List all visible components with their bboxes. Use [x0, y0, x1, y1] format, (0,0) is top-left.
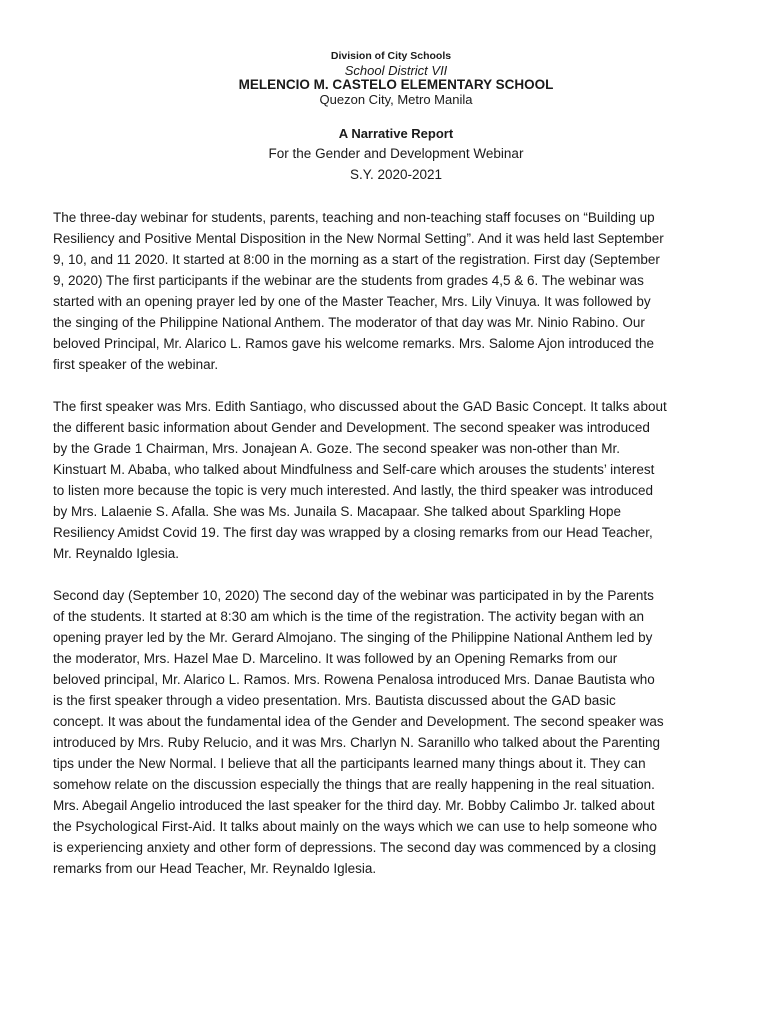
paragraph-day-one-intro — [53, 207, 743, 375]
text-line: to listen more because the topic is very much interested. And lastly, the third speaker was introduced — [53, 483, 654, 498]
text-line: of the students. It started at 8:30 am which is the time of the registration. The activity began with an — [53, 609, 645, 624]
text-line: is experiencing anxiety and other form of depressions. The second day was commenced by a closing — [53, 840, 657, 855]
text-line: the singing of the Philippine National Anthem. The moderator of that day was Mr. Ninio Rabino. Our — [53, 315, 645, 330]
text-line: by the Grade 1 Chairman, Mrs. Jonajean A. Goze. The second speaker was non-other than Mr. — [53, 441, 621, 456]
text-line: The three-day webinar for students, parents, teaching and non-teaching staff focuses on “Building up — [53, 210, 655, 225]
paragraph-day-one-speakers — [53, 396, 743, 564]
text-line: Resiliency and Positive Mental Disposition in the New Normal Setting”. And it was held last September — [53, 231, 664, 246]
report-titles — [0, 124, 768, 185]
text-line: Kinstuart M. Ababa, who talked about Mindfulness and Self-care which arouses the students’ interest — [53, 462, 655, 477]
text-line: the moderator, Mrs. Hazel Mae D. Marcelino. It was followed by an Opening Remarks from our — [53, 651, 618, 666]
district-name: School District VII — [344, 63, 448, 78]
division-name: Division of City Schools — [330, 50, 452, 62]
text-line: opening prayer led by the Mr. Gerard Almojano. The singing of the Philippine National Anthem led by — [53, 630, 653, 645]
report-subtitle: For the Gender and Development Webinar — [268, 146, 524, 161]
text-line: somehow relate on the discussion especially the things that are really happening in the real situation. — [53, 777, 655, 792]
school-year: S.Y. 2020-2021 — [349, 167, 443, 182]
text-line: remarks from our Head Teacher, Mr. Reynaldo Iglesia. — [53, 861, 377, 876]
text-line: The first speaker was Mrs. Edith Santiago, who discussed about the GAD Basic Concept. It talks about — [53, 399, 667, 414]
text-line: Mrs. Abegail Angelio introduced the last speaker for the third day. Mr. Bobby Calimbo Jr. talked about — [53, 798, 655, 813]
text-line: the Psychological First-Aid. It talks about mainly on the ways which we can use to help someone who — [53, 819, 658, 834]
city-name: Quezon City, Metro Manila — [319, 92, 473, 107]
text-line: beloved Principal, Mr. Alarico L. Ramos gave his welcome remarks. Mrs. Salome Ajon introduced the — [53, 336, 655, 351]
text-line: by Mrs. Lalaenie S. Afalla. She was Ms. Junaila S. Macapaar. She talked about Sparkling Hope — [53, 504, 622, 519]
report-body — [53, 207, 743, 900]
report-title: A Narrative Report — [338, 126, 454, 141]
text-line: first speaker of the webinar. — [53, 357, 219, 372]
text-line: 9, 10, and 11 2020. It started at 8:00 in the morning as a start of the registration. First day (September — [53, 252, 660, 267]
text-line: Resiliency Amidst Covid 19. The first day was wrapped by a closing remarks from our Head Teacher, — [53, 525, 653, 540]
text-line: concept. It was about the fundamental idea of the Gender and Development. The second speaker was — [53, 714, 664, 729]
text-line: started with an opening prayer led by one of the Master Teacher, Mrs. Lily Vinuya. It was followed by — [53, 294, 651, 309]
text-line: introduced by Mrs. Ruby Relucio, and it was Mrs. Charlyn N. Saranillo who talked about the Parenting — [53, 735, 661, 750]
school-name: MELENCIO M. CASTELO ELEMENTARY SCHOOL — [238, 77, 554, 92]
text-line: is the first speaker through a video presentation. Mrs. Bautista discussed about the GAD basic — [53, 693, 616, 708]
text-line: beloved principal, Mr. Alarico L. Ramos. Mrs. Rowena Penalosa introduced Mrs. Danae Bautista who — [53, 672, 655, 687]
text-line: Second day (September 10, 2020) The second day of the webinar was participated in by the Parents — [53, 588, 654, 603]
text-line: tips under the New Normal. I believe that all the participants learned many things about it. They can — [53, 756, 646, 771]
paragraph-day-two — [53, 585, 743, 879]
text-line: Mr. Reynaldo Iglesia. — [53, 546, 180, 561]
text-line: the different basic information about Gender and Development. The second speaker was introduced — [53, 420, 650, 435]
letterhead — [0, 49, 768, 107]
text-line: 9, 2020) The first participants if the webinar are the students from grades 4,5 & 6. The webinar was — [53, 273, 644, 288]
